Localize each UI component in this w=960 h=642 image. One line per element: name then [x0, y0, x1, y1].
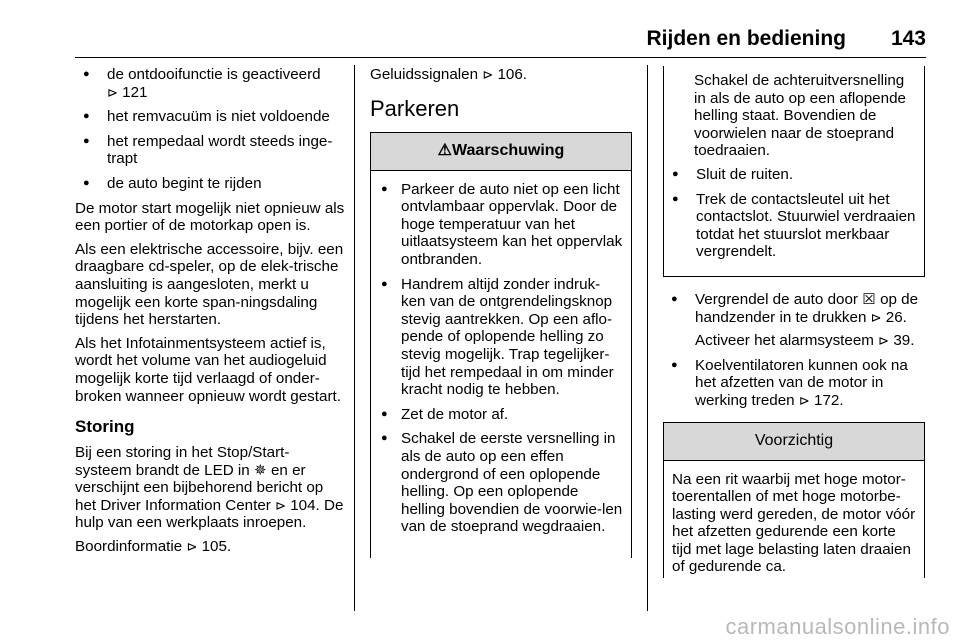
column-divider-2 [647, 65, 648, 611]
storing-paragraph: Bij een storing in het Stop/Start-systeem brandt de LED in ✵ en er verschijnt een bijbehorend bericht op het Driver Information Center ⊳ 104. De hulp van een werkplaats inroepen. [75, 444, 344, 532]
page-ref[interactable]: 26. [885, 308, 907, 326]
page-ref[interactable]: 106. [497, 66, 528, 83]
parking-steps [663, 291, 925, 410]
column-2 [370, 66, 632, 558]
column-3 [663, 66, 925, 578]
geluidssignalen-ref: Geluidssignalen ⊳ 106. [370, 66, 528, 83]
paragraph: Als het Infotainmentsysteem actief is, wordt het volume van het audiogeluid mogelijk korte tijd verlaagd of onder-broken wanneer opnieuw wordt gestart. [75, 334, 341, 405]
page-ref-arrow-icon: ⊳ [275, 497, 286, 513]
list-item: ● Vergrendel de auto door ☒ op de handzender in te drukken ⊳ 26. Activeer het alarmsysteem ⊳ 39. [663, 291, 925, 350]
warning-body [371, 171, 631, 549]
section-heading-parkeren: Parkeren [370, 95, 460, 121]
list-item: ● het remvacuüm is niet voldoende [75, 108, 345, 126]
warning-title: Waarschuwing [452, 141, 565, 159]
warning-icon: ⚠ [437, 141, 453, 159]
page-ref[interactable]: 39. [893, 332, 915, 350]
list-item: ● Zet de motor af. [379, 406, 623, 424]
list-item: ● Koelventilatoren kunnen ook na het afzetten van de motor in werking treden ⊳ 172. [663, 357, 925, 410]
page-ref-arrow-icon: ⊳ [870, 309, 882, 325]
page-ref-arrow-icon: ⊳ [798, 392, 810, 408]
page-ref-arrow-icon: ⊳ [482, 67, 494, 82]
page-ref[interactable]: 104. [290, 496, 320, 514]
list-item: ● Handrem altijd zonder indruk-ken van de ontgrendelingsknop stevig aantrekken. Op een aflo-pende of oplopende helling zo stevig mogelijk. Trap tegelijker-tijd het rempedaal in om minder kracht nodig te hebben. [379, 276, 623, 399]
led-icon: ✵ [253, 461, 267, 479]
page-number: 143 [890, 27, 926, 50]
paragraph: De motor start mogelijk niet opnieuw als een portier of de motorkap open is. [75, 199, 345, 235]
list-item: ● Sluit de ruiten. [664, 166, 916, 184]
column-divider-1 [354, 65, 355, 611]
list-item: ● Parkeer de auto niet op een licht ontvlambaar oppervlak. Door de hoge temperatuur van het uitlaatsysteem kan het oppervlak ontbranden. [379, 181, 623, 269]
page-header [75, 27, 926, 55]
condition-list [75, 66, 345, 193]
page-ref-arrow-icon: ⊳ [107, 84, 118, 100]
page-ref-arrow-icon: ⊳ [186, 539, 198, 555]
page-ref[interactable]: 121 [122, 83, 148, 101]
boordinformatie-ref: Boordinformatie ⊳ 105. [75, 538, 232, 556]
list-item: ● Schakel de eerste versnelling in als de auto op een effen ondergrond of een oplopende helling. Op een oplopende helling bovendien de voorwie-len van de stoeprand wegdraaien. [379, 430, 623, 536]
watermark: carmanualsonline.info [725, 614, 950, 639]
warning-header [371, 132, 631, 171]
lock-icon: ☒ [862, 290, 876, 308]
warning-box-continued [663, 66, 925, 277]
list-item: ● Trek de contactsleutel uit het contactslot. Stuurwiel verdraaien totdat het stuurslot merkbaar vergrendelt. [664, 191, 916, 261]
paragraph: Als een elektrische accessoire, bijv. een draagbare cd-speler, op de elek-trische aansluiting is aangesloten, merkt u mogelijk een korte span-ningsdaling tijdens het herstarten. [75, 240, 344, 329]
caution-box [663, 422, 925, 578]
paragraph: Schakel de achteruitversnelling in als de auto op een aflopende helling staat. Bovendien de voorwielen naar de stoeprand toedraaien. [694, 72, 906, 160]
warning-box [370, 132, 632, 558]
caution-text: Na een rit waarbij met hoge motor-toerentallen of met hoge motorbe-lasting werd gereden, de motor vóór het afzetten gedurende een korte tijd met lage belasting laten draaien of gedurende ca. [672, 470, 916, 576]
list-item: ● het rempedaal wordt steeds inge-trapt [75, 133, 345, 168]
list-item: ● de auto begint te rijden [75, 175, 345, 193]
list-item: ● de ontdooifunctie is geactiveerd ⊳ 121 [75, 66, 345, 101]
page-ref[interactable]: 172. [814, 391, 844, 409]
column-1 [75, 66, 345, 562]
page-ref[interactable]: 105. [201, 538, 232, 556]
header-rule [75, 57, 926, 58]
page-title: Rijden en bediening [646, 27, 846, 50]
page-ref-arrow-icon: ⊳ [878, 333, 890, 349]
caution-title: Voorzichtig [664, 422, 924, 461]
section-heading-storing: Storing [75, 417, 135, 437]
